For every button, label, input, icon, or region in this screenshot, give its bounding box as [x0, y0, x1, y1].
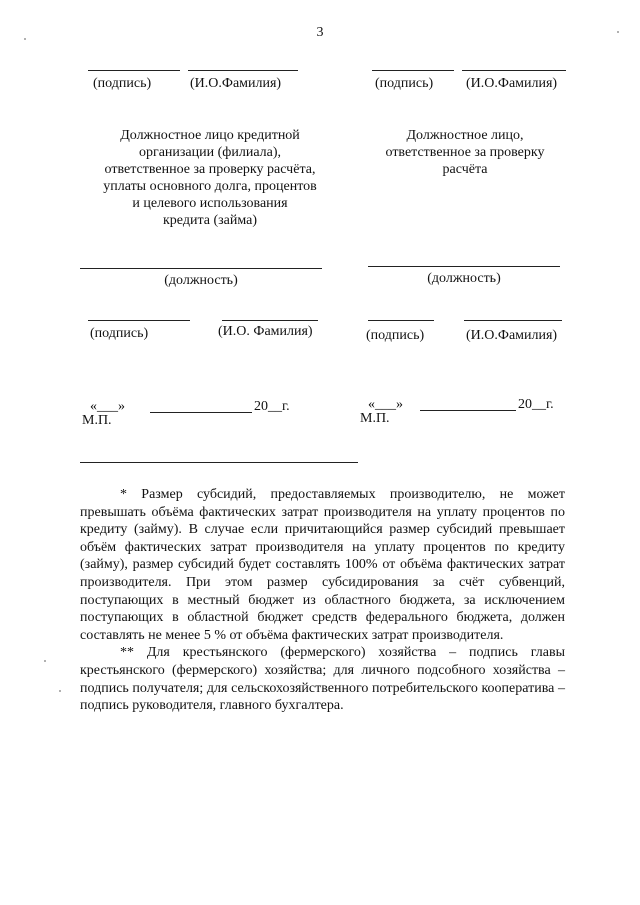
title-line: уплаты основного долга, процентов — [103, 179, 317, 194]
position-label: (должность) — [427, 271, 501, 286]
position-label: (должность) — [164, 273, 238, 288]
name-label: (И.О.Фамилия) — [190, 76, 282, 91]
name-line — [188, 70, 298, 71]
name-label: (И.О. Фамилия) — [218, 324, 313, 339]
signature-label: (подпись) — [90, 326, 149, 341]
stamp-label: М.П. — [360, 411, 390, 426]
left-official-title — [80, 127, 340, 229]
right-official-title — [360, 127, 570, 178]
title-line: расчёта — [442, 162, 488, 177]
title-line: ответственное за проверку расчёта, — [104, 162, 316, 177]
footnote-subsidy-limit: * Размер субсидий, предоставляемых производителю, не может превышать объёма фактических затрат производителя на уплату процентов по кредиту (займу). В случае если причитающийся размер субсидий превышает объём фактических затрат производителя на уплату процентов по кредиту (займу), размер субсидий будет составлять 100% от объёма фактических затрат производителя. При этом размер субсидирования за счёт субвенций, поступающих в местный бюджет из областного бюджета, за исключением поступающих в областной бюджет средств федерального бюджета, должен составлять не менее 5 % от объёма фактических затрат производителя. — [80, 487, 565, 643]
signature-line — [372, 70, 454, 71]
title-line: и целевого использования — [132, 196, 288, 211]
footnotes — [80, 486, 565, 715]
signature-line — [368, 320, 434, 321]
date-day-field: «___» — [90, 399, 125, 414]
name-line — [464, 320, 562, 321]
scan-speck — [59, 690, 61, 692]
date-month-line — [150, 412, 252, 413]
name-line — [462, 70, 566, 71]
name-line — [222, 320, 318, 321]
signature-label: (подпись) — [375, 76, 434, 91]
page-number: 3 — [316, 25, 324, 40]
stamp-label: М.П. — [82, 413, 112, 428]
title-line: кредита (займа) — [163, 213, 257, 228]
signature-line — [88, 320, 190, 321]
signature-line — [88, 70, 180, 71]
title-line: ответственное за проверку — [385, 145, 545, 160]
name-label: (И.О.Фамилия) — [466, 328, 558, 343]
scan-speck — [24, 38, 26, 40]
footnote-signature-rules: ** Для крестьянского (фермерского) хозяйства – подпись главы крестьянского (фермерского) хозяйства; для личного подсобного хозяйства – подпись получателя; для сельскохозяйственного потребительского кооператива – подпись руководителя, главного бухгалтера. — [80, 645, 565, 714]
name-label: (И.О.Фамилия) — [466, 76, 558, 91]
date-day-field: «___» — [368, 397, 403, 412]
scan-speck — [44, 660, 46, 662]
title-line: организации (филиала), — [138, 145, 282, 160]
footnote-separator — [80, 462, 358, 463]
scan-speck — [617, 31, 619, 33]
signature-label: (подпись) — [366, 328, 425, 343]
date-year: 20__г. — [518, 397, 554, 412]
title-line: Должностное лицо, — [406, 128, 524, 143]
title-line: Должностное лицо кредитной — [120, 128, 300, 143]
date-month-line — [420, 410, 516, 411]
position-line — [368, 266, 560, 267]
date-year: 20__г. — [254, 399, 290, 414]
signature-label: (подпись) — [93, 76, 152, 91]
position-line — [80, 268, 322, 269]
